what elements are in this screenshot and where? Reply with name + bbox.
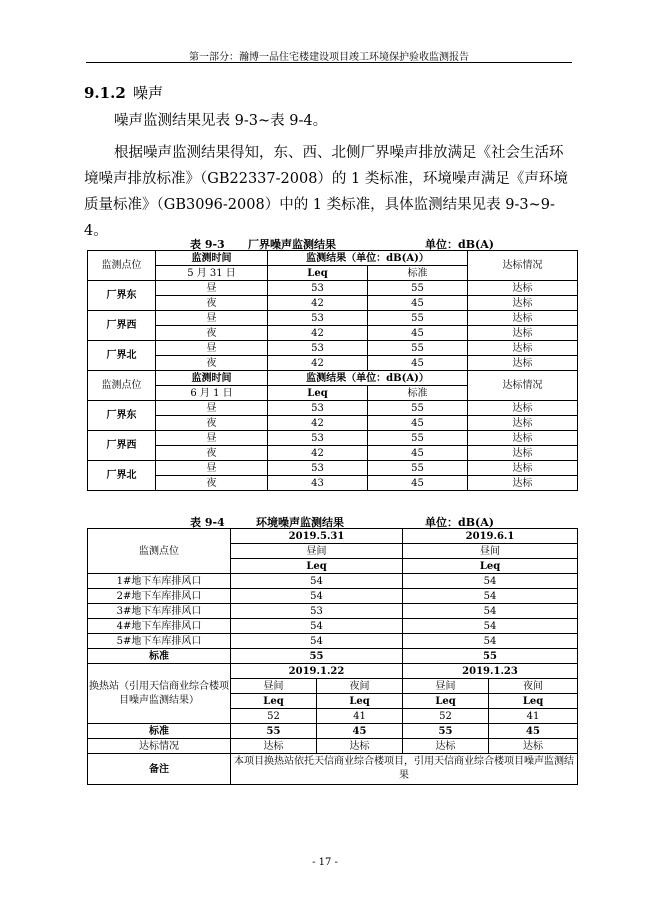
table2-status-value: 达标 xyxy=(403,739,489,754)
table2-point: 5#地下车库排风口 xyxy=(88,634,231,649)
table1-period: 昼 xyxy=(156,311,268,326)
section-title: 噪声 xyxy=(133,84,164,102)
table1-std: 45 xyxy=(368,326,468,341)
table1-leq: 42 xyxy=(268,446,368,461)
table2-header-point: 监测点位 xyxy=(88,529,231,574)
table1-std: 55 xyxy=(368,311,468,326)
section-number: 9.1.2 xyxy=(84,84,126,102)
table1-header-status: 达标情况 xyxy=(468,371,578,401)
table1-header-point: 监测点位 xyxy=(88,251,156,281)
table1-status: 达标 xyxy=(468,341,578,356)
table1-status: 达标 xyxy=(468,461,578,476)
table2-station-value: 52 xyxy=(231,709,317,724)
table1-header-std: 标准 xyxy=(368,386,468,401)
table-row xyxy=(88,649,578,664)
table-row xyxy=(88,326,578,341)
table1-leq: 53 xyxy=(268,341,368,356)
table2-caption-title: 环境噪声监测结果 xyxy=(256,516,344,529)
table1-period: 昼 xyxy=(156,341,268,356)
table1-leq: 42 xyxy=(268,416,368,431)
table2-value: 54 xyxy=(403,574,578,589)
table1-leq: 53 xyxy=(268,431,368,446)
table2-date1: 2019.5.31 xyxy=(231,529,403,544)
table1-status: 达标 xyxy=(468,431,578,446)
table1-point: 厂界西 xyxy=(88,311,156,341)
table-row xyxy=(88,476,578,491)
page-header: 第一部分：瀚博一品住宅楼建设项目竣工环境保护验收监测报告 xyxy=(189,52,469,63)
table1-header-leq: Leq xyxy=(268,386,368,401)
header-rule xyxy=(86,62,572,63)
table2-value: 54 xyxy=(403,589,578,604)
table1-header-result: 监测结果（单位：dB(A)） xyxy=(268,251,468,266)
table2-caption-unit: 单位：dB(A) xyxy=(425,516,494,529)
table1-status: 达标 xyxy=(468,476,578,491)
table1-point: 厂界北 xyxy=(88,461,156,491)
table2-point: 3#地下车库排风口 xyxy=(88,604,231,619)
table2-std-label: 标准 xyxy=(88,649,231,664)
table1-leq: 42 xyxy=(268,296,368,311)
table2-value: 53 xyxy=(231,604,403,619)
table-row xyxy=(88,589,578,604)
table1-point: 厂界西 xyxy=(88,431,156,461)
paragraph-intro: 噪声监测结果见表 9-3~表 9-4。 xyxy=(114,113,328,129)
table-row xyxy=(88,634,578,649)
table1-std: 55 xyxy=(368,281,468,296)
table-row xyxy=(88,341,578,356)
table-row xyxy=(88,296,578,311)
table-row xyxy=(88,461,578,476)
table2-day-label: 昼间 xyxy=(403,544,578,559)
table1-period: 昼 xyxy=(156,281,268,296)
table1-caption-unit: 单位：dB(A) xyxy=(425,238,494,251)
table1-std: 55 xyxy=(368,341,468,356)
table2-leq-label: Leq xyxy=(317,694,403,709)
table1-period: 夜 xyxy=(156,296,268,311)
table1-date: 6 月 1 日 xyxy=(156,386,268,401)
table1-header-leq: Leq xyxy=(268,266,368,281)
table1-point: 厂界北 xyxy=(88,341,156,371)
table-row xyxy=(88,619,578,634)
table2-std-value: 55 xyxy=(231,724,317,739)
table2-day-label: 昼间 xyxy=(403,679,489,694)
table-row xyxy=(88,371,578,386)
table1-status: 达标 xyxy=(468,326,578,341)
table-row xyxy=(88,311,578,326)
table-row xyxy=(88,356,578,371)
table2-station-value: 41 xyxy=(317,709,403,724)
table1-header-status: 达标情况 xyxy=(468,251,578,281)
table2-std-value: 45 xyxy=(489,724,578,739)
table1-status: 达标 xyxy=(468,311,578,326)
table1-point: 厂界东 xyxy=(88,401,156,431)
table1-std: 55 xyxy=(368,401,468,416)
table2-value: 54 xyxy=(231,574,403,589)
table1-header-time: 监测时间 xyxy=(156,251,268,266)
table1-period: 夜 xyxy=(156,416,268,431)
table2-leq-label: Leq xyxy=(403,694,489,709)
table1-caption-title: 厂界噪声监测结果 xyxy=(248,238,336,251)
table2-value: 54 xyxy=(403,604,578,619)
table2-point: 2#地下车库排风口 xyxy=(88,589,231,604)
table1-period: 昼 xyxy=(156,431,268,446)
table2-point: 4#地下车库排风口 xyxy=(88,619,231,634)
table1-header-time: 监测时间 xyxy=(156,371,268,386)
table2-std-value: 55 xyxy=(231,649,403,664)
table-row xyxy=(88,724,578,739)
table1-status: 达标 xyxy=(468,416,578,431)
table1-std: 55 xyxy=(368,431,468,446)
table2-night-label: 夜间 xyxy=(489,679,578,694)
table2-date4: 2019.1.23 xyxy=(403,664,578,679)
table2-remark-text: 本项目换热站依托天信商业综合楼项目，引用天信商业综合楼项目噪声监测结果 xyxy=(231,754,578,785)
table1-std: 45 xyxy=(368,446,468,461)
table2-day-label: 昼间 xyxy=(231,544,403,559)
table1-std: 55 xyxy=(368,461,468,476)
table2-value: 54 xyxy=(231,619,403,634)
table2-station-value: 41 xyxy=(489,709,578,724)
table1-header-point: 监测点位 xyxy=(88,371,156,401)
table2-std-label: 标准 xyxy=(88,724,231,739)
table2-std-value: 45 xyxy=(317,724,403,739)
table-boundary-noise xyxy=(87,250,578,491)
table1-std: 45 xyxy=(368,356,468,371)
paragraph-conclusion: 根据噪声监测结果得知，东、西、北侧厂界噪声排放满足《社会生活环境噪声排放标准》（GB22337-2008）的 1 类标准，环境噪声满足《声环境质量标准》（GB3096-2008）中的 1 类标准，具体监测结果见表 9-3~9-4。 xyxy=(84,145,568,239)
table2-status-value: 达标 xyxy=(317,739,403,754)
table1-std: 45 xyxy=(368,416,468,431)
table1-leq: 53 xyxy=(268,281,368,296)
table2-station-value: 52 xyxy=(403,709,489,724)
table2-station-label: 换热站（引用天信商业综合楼项目噪声监测结果） xyxy=(88,664,231,724)
section-heading xyxy=(84,82,163,103)
table1-leq: 42 xyxy=(268,356,368,371)
table-row xyxy=(88,739,578,754)
table-row xyxy=(88,664,578,679)
table2-value: 54 xyxy=(403,619,578,634)
table-row xyxy=(88,604,578,619)
table-row xyxy=(88,281,578,296)
table1-status: 达标 xyxy=(468,296,578,311)
table2-caption-no: 表 9-4 xyxy=(190,516,225,529)
table1-period: 夜 xyxy=(156,326,268,341)
table2-leq-label: Leq xyxy=(489,694,578,709)
table1-leq: 53 xyxy=(268,461,368,476)
table-row xyxy=(88,529,578,544)
table2-remark-label: 备注 xyxy=(88,754,231,785)
table2-leq-label: Leq xyxy=(403,559,578,574)
table2-leq-label: Leq xyxy=(231,559,403,574)
table1-std: 45 xyxy=(368,476,468,491)
table2-point: 1#地下车库排风口 xyxy=(88,574,231,589)
table1-date: 5 月 31 日 xyxy=(156,266,268,281)
table1-status: 达标 xyxy=(468,401,578,416)
table1-leq: 42 xyxy=(268,326,368,341)
table2-date2: 2019.6.1 xyxy=(403,529,578,544)
table2-std-value: 55 xyxy=(403,724,489,739)
table-ambient-noise xyxy=(87,528,578,785)
table-row xyxy=(88,446,578,461)
table-row xyxy=(88,401,578,416)
table2-night-label: 夜间 xyxy=(317,679,403,694)
table1-period: 昼 xyxy=(156,461,268,476)
table1-status: 达标 xyxy=(468,281,578,296)
table1-header-result: 监测结果（单位：dB(A)） xyxy=(268,371,468,386)
table1-std: 45 xyxy=(368,296,468,311)
table1-leq: 53 xyxy=(268,401,368,416)
page-number: - 17 - xyxy=(312,857,338,868)
table2-value: 54 xyxy=(231,589,403,604)
table-row xyxy=(88,251,578,266)
table2-status-value: 达标 xyxy=(489,739,578,754)
table1-period: 昼 xyxy=(156,401,268,416)
table-row xyxy=(88,416,578,431)
table1-period: 夜 xyxy=(156,356,268,371)
table1-period: 夜 xyxy=(156,476,268,491)
table1-caption-no: 表 9-3 xyxy=(190,238,225,251)
table1-point: 厂界东 xyxy=(88,281,156,311)
table2-status-value: 达标 xyxy=(231,739,317,754)
table-row xyxy=(88,574,578,589)
table2-day-label: 昼间 xyxy=(231,679,317,694)
table1-status: 达标 xyxy=(468,356,578,371)
table1-period: 夜 xyxy=(156,446,268,461)
table2-status-label: 达标情况 xyxy=(88,739,231,754)
table-row xyxy=(88,431,578,446)
table1-leq: 53 xyxy=(268,311,368,326)
table-row xyxy=(88,754,578,785)
table1-leq: 43 xyxy=(268,476,368,491)
table2-std-value: 55 xyxy=(403,649,578,664)
table2-date3: 2019.1.22 xyxy=(231,664,403,679)
table1-header-std: 标准 xyxy=(368,266,468,281)
table2-value: 54 xyxy=(403,634,578,649)
table2-leq-label: Leq xyxy=(231,694,317,709)
table2-value: 54 xyxy=(231,634,403,649)
table1-status: 达标 xyxy=(468,446,578,461)
